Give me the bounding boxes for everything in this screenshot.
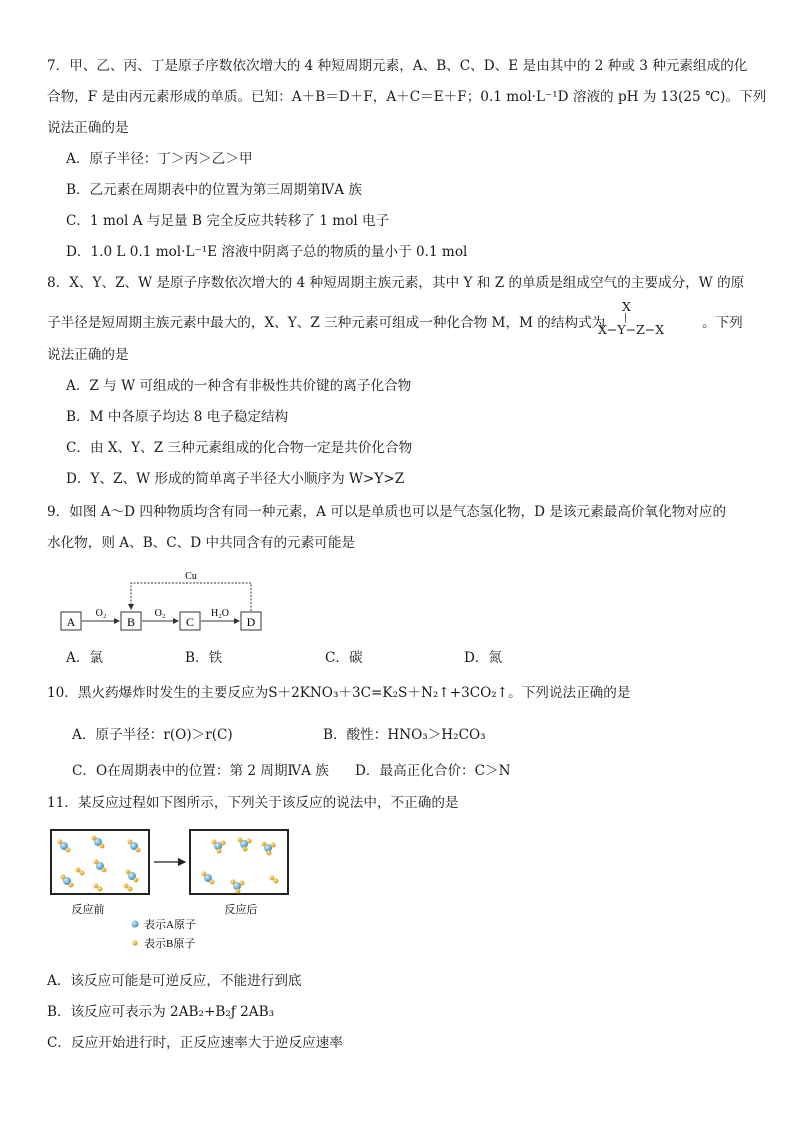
b-atom xyxy=(128,840,133,845)
arrow-c-d-label: H₂O xyxy=(211,608,229,619)
b-atom xyxy=(92,836,97,841)
b-atom xyxy=(58,840,63,845)
q8-option-a: A．Z 与 W 可组成的一种含有非极性共价键的离子化合物 xyxy=(66,378,412,394)
q10-option-b: B．酸性：HNO₃＞H₂CO₃ xyxy=(323,727,486,743)
q9-option-d: D．氮 xyxy=(464,650,503,666)
b-atom xyxy=(69,883,74,888)
b-atom xyxy=(221,841,226,846)
q8-stem-line2-tail: 。下列 xyxy=(702,315,743,331)
q11-option-c: C．反应开始进行时，正反应速率大于逆反应速率 xyxy=(47,1035,343,1051)
b-atom xyxy=(126,870,131,875)
b-atom xyxy=(274,879,279,884)
q9-stem-line2: 水化物，则 A、B、C、D 中共同含有的元素可能是 xyxy=(47,535,356,551)
b-atom xyxy=(236,889,241,894)
b-atom xyxy=(262,842,267,847)
b-atom xyxy=(100,844,105,849)
b-atom xyxy=(102,868,107,873)
q9-option-a: A．氯 xyxy=(66,650,104,666)
q7-stem-line2: 合物，F 是由丙元素形成的单质。已知：A＋B＝D＋F，A＋C＝E＋F；0.1 mol·L⁻¹D 溶液的 pH 为 13(25 ℃)。下列 xyxy=(47,89,767,105)
b-atom xyxy=(212,840,217,845)
box-b-label: B xyxy=(126,615,136,629)
return-label: Cu xyxy=(185,571,197,582)
structure-chain: X−Y−Z−X xyxy=(598,322,665,337)
q11-option-b: B．该反应可表示为 2AB₂+B₂ƒ 2AB₃ xyxy=(47,1004,275,1020)
structure-top-atom: X xyxy=(622,299,631,314)
b-atom xyxy=(61,875,66,880)
q8-stem-line1: 8．X、Y、Z、W 是原子序数依次增大的 4 种短周期主族元素，其中 Y 和 Z 的单质是组成空气的主要成分，W 的原 xyxy=(47,275,745,291)
q10-option-c: C．O在周期表中的位置：第 2 周期ⅣA 族 xyxy=(72,763,329,779)
b-atom xyxy=(231,880,236,885)
legend-b-dot xyxy=(132,940,137,945)
before-molecules xyxy=(58,836,141,892)
legend-a-label: 表示A原子 xyxy=(144,919,196,931)
q7-stem-line3: 说法正确的是 xyxy=(47,120,129,136)
b-atom xyxy=(238,838,243,843)
after-label: 反应后 xyxy=(224,904,258,916)
legend-a-dot xyxy=(132,921,139,928)
structure-bond: | xyxy=(624,313,628,323)
b-atom xyxy=(134,878,139,883)
b-atom xyxy=(267,851,272,856)
box-a-label: A xyxy=(66,615,76,629)
b-atom xyxy=(243,847,248,852)
q11-reaction-diagram xyxy=(48,826,298,952)
b-atom xyxy=(98,887,103,892)
q9-conversion-diagram xyxy=(55,566,275,636)
q8-option-c: C．由 X、Y、Z 三种元素组成的化合物一定是共价化合物 xyxy=(66,440,413,456)
q8-stem-line3: 说法正确的是 xyxy=(47,347,129,363)
q7-option-c: C．1 mol A 与足量 B 完全反应共转移了 1 mol 电子 xyxy=(66,213,390,229)
b-atom xyxy=(240,881,245,886)
b-atom xyxy=(124,884,129,889)
b-atom xyxy=(94,884,99,889)
arrow-a-b-label: O₂ xyxy=(95,608,107,619)
q11-stem: 11．某反应过程如下图所示，下列关于该反应的说法中，不正确的是 xyxy=(47,795,459,811)
q9-option-c: C．碳 xyxy=(325,650,363,666)
return-path xyxy=(131,583,251,611)
b-atom xyxy=(94,860,99,865)
arrow-b-c-label: O₂ xyxy=(154,608,166,619)
b-atom xyxy=(247,839,252,844)
q10-option-a: A．原子半径：r(O)＞r(C) xyxy=(72,727,233,743)
b-atom xyxy=(80,871,85,876)
q11-option-a: A．该反应可能是可逆反应，不能进行到底 xyxy=(47,973,302,989)
q10-option-d: D．最高正化合价：C＞N xyxy=(355,763,511,779)
box-c-label: C xyxy=(185,615,195,629)
b-atom xyxy=(270,876,275,881)
after-molecules xyxy=(202,838,279,894)
legend-b-label: 表示B原子 xyxy=(144,938,196,950)
b-atom xyxy=(66,848,71,853)
before-label: 反应前 xyxy=(71,904,105,916)
q7-stem-line1: 7．甲、乙、丙、丁是原子序数依次增大的 4 种短周期元素，A、B、C、D、E 是由其中的 2 种或 3 种元素组成的化 xyxy=(47,58,748,74)
q7-option-b: B．乙元素在周期表中的位置为第三周期第ⅣA 族 xyxy=(66,182,362,198)
q9-stem-line1: 9．如图 A～D 四种物质均含有同一种元素，A 可以是单质也可以是气态氢化物，D 是该元素最高价氧化物对应的 xyxy=(47,504,727,520)
b-atom xyxy=(202,872,207,877)
b-atom xyxy=(128,887,133,892)
b-atom xyxy=(76,868,81,873)
b-atom xyxy=(217,849,222,854)
b-atom xyxy=(136,848,141,853)
b-atom xyxy=(210,880,215,885)
q8-option-b: B．M 中各原子均达 8 电子稳定结构 xyxy=(66,409,289,425)
q10-stem: 10．黑火药爆炸时发生的主要反应为S＋2KNO₃＋3C=K₂S＋N₂↑+3CO₂↑。下列说法正确的是 xyxy=(47,685,631,701)
box-d-label: D xyxy=(246,615,256,629)
q8-option-d: D．Y、Z、W 形成的简单离子半径大小顺序为 W>Y>Z xyxy=(66,471,405,487)
q9-option-b: B．铁 xyxy=(185,650,223,666)
q8-stem-line2: 子半径是短周期主族元素中最大的，X、Y、Z 三种元素可组成一种化合物 M，M 的结构式为 xyxy=(47,315,606,331)
q7-option-a: A．原子半径：丁＞丙＞乙＞甲 xyxy=(66,151,253,167)
q7-option-d: D．1.0 L 0.1 mol·L⁻¹E 溶液中阴离子总的物质的量小于 0.1 mol xyxy=(66,244,468,260)
b-atom xyxy=(271,843,276,848)
